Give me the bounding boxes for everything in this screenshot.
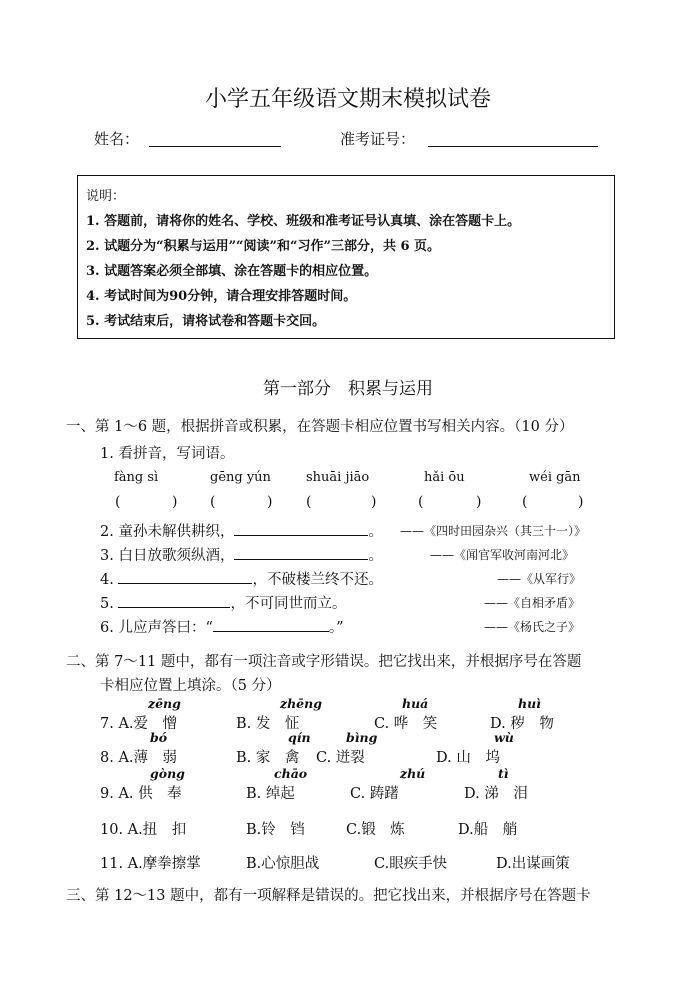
item-9: 9. A. 供 奉 xyxy=(100,786,182,802)
pinyin-item: gēng yún xyxy=(210,470,271,485)
item-8-option-d: D. 山 坞 xyxy=(436,750,500,766)
item-11-option-c: C.眼疾手快 xyxy=(374,856,448,872)
item-11-option-d: D.出谋画策 xyxy=(496,856,570,872)
item-9-option-d: D. 涕 泪 xyxy=(464,786,528,802)
answer-paren-close: ) xyxy=(578,494,584,510)
answer-paren-open: ( xyxy=(306,494,312,510)
exam-number-label: 准考证号： xyxy=(340,130,416,148)
item-10-option-c: C.锻 炼 xyxy=(346,822,405,838)
poem-line-3: 3. 白日放歌须纵酒， 。 xyxy=(100,548,383,564)
exam-number-blank[interactable] xyxy=(428,146,598,147)
instruction-item: 4. 考试时间为90分钟，请合理安排答题时间。 xyxy=(86,289,357,304)
pinyin-item: hǎi ōu xyxy=(424,470,465,485)
item-8-option-b: B. 家 禽 xyxy=(236,750,300,766)
question-2-prompt: 二、第 7～11 题中，都有一项注音或字形错误。把它找出来，并根据序号在答题 xyxy=(66,654,582,670)
pinyin-item: shuāi jiāo xyxy=(306,470,370,485)
item-7-option-b: B. 发 怔 xyxy=(236,716,300,732)
item-8-option-c: C. 迸裂 xyxy=(316,750,365,766)
question-1-sub1: 1. 看拼音，写词语。 xyxy=(100,446,235,462)
item-10-option-b: B.铃 铛 xyxy=(246,822,305,838)
item-11-option-b: B.心惊胆战 xyxy=(246,856,320,872)
part-heading: 第一部分 积累与运用 xyxy=(263,379,433,399)
pinyin-annotation: qín xyxy=(288,730,311,745)
pinyin-annotation: tì xyxy=(498,766,509,781)
instruction-item: 2. 试题分为“积累与运用”“阅读”和“习作”三部分，共 6 页。 xyxy=(86,239,441,254)
poem-line-6: 6. 儿应声答曰：“ 。” xyxy=(100,620,344,636)
question-2-prompt-cont: 卡相应位置上填涂。（5 分） xyxy=(100,678,281,694)
item-7: 7. A.爱 憎 xyxy=(100,716,178,732)
pinyin-annotation: zēng xyxy=(148,696,181,711)
poem-source: ——《四时田园杂兴（其三十一）》 xyxy=(400,524,587,538)
answer-paren-open: ( xyxy=(418,494,424,510)
pinyin-annotation: wù xyxy=(494,730,514,745)
item-8: 8. A.薄 弱 xyxy=(100,750,178,766)
answer-paren-open: ( xyxy=(210,494,216,510)
item-10: 10. A.扭 扣 xyxy=(100,822,187,838)
poem-line-5: 5. ，不可同世而立。 xyxy=(100,596,347,612)
page-title: 小学五年级语文期末模拟试卷 xyxy=(204,87,491,112)
pinyin-annotation: zhú xyxy=(400,766,426,781)
pinyin-annotation: zhēng xyxy=(280,696,322,711)
item-10-option-d: D.船 艄 xyxy=(458,822,518,838)
answer-paren-open: ( xyxy=(115,494,121,510)
poem-source: ——《自相矛盾》 xyxy=(484,596,581,610)
answer-paren-open: ( xyxy=(522,494,528,510)
question-3-prompt: 三、第 12～13 题中，都有一项解释是错误的。把它找出来，并根据序号在答题卡 xyxy=(66,888,591,904)
answer-paren-close: ) xyxy=(267,494,273,510)
answer-paren-close: ) xyxy=(172,494,178,510)
pinyin-annotation: huì xyxy=(518,696,541,711)
pinyin-annotation: bìng xyxy=(346,730,378,745)
poem-line-2: 2. 童孙未解供耕织， 。 xyxy=(100,524,383,540)
item-9-option-c: C. 踌躇 xyxy=(350,786,399,802)
poem-source: ——《从军行》 xyxy=(497,572,582,586)
pinyin-item: wéi gān xyxy=(529,470,581,485)
answer-paren-close: ) xyxy=(371,494,377,510)
instruction-item: 3. 试题答案必须全部填、涂在答题卡的相应位置。 xyxy=(86,264,378,279)
item-7-option-d: D. 秽 物 xyxy=(490,716,554,732)
item-9-option-b: B. 绰起 xyxy=(246,786,295,802)
instructions-heading: 说明： xyxy=(86,189,126,204)
instruction-item: 5. 考试结束后，请将试卷和答题卡交回。 xyxy=(86,314,326,329)
pinyin-annotation: chāo xyxy=(274,766,308,781)
pinyin-annotation: huá xyxy=(402,696,429,711)
poem-source: ——《杨氏之子》 xyxy=(484,620,581,634)
answer-paren-close: ) xyxy=(476,494,482,510)
question-1-prompt: 一、第 1～6 题，根据拼音或积累，在答题卡相应位置书写相关内容。（10 分） xyxy=(66,419,574,435)
name-label: 姓名： xyxy=(94,130,140,148)
item-11: 11. A.摩拳擦掌 xyxy=(100,856,201,872)
poem-source: ——《闻官军收河南河北》 xyxy=(430,548,575,562)
pinyin-annotation: gòng xyxy=(150,766,185,781)
pinyin-annotation: bó xyxy=(150,730,168,745)
poem-line-4: 4. ，不破楼兰终不还。 xyxy=(100,572,383,588)
name-blank[interactable] xyxy=(149,146,281,147)
pinyin-item: fàng sì xyxy=(114,470,159,485)
instruction-item: 1. 答题前，请将你的姓名、学校、班级和准考证号认真填、涂在答题卡上。 xyxy=(86,214,521,229)
item-7-option-c: C. 哗 笑 xyxy=(374,716,438,732)
